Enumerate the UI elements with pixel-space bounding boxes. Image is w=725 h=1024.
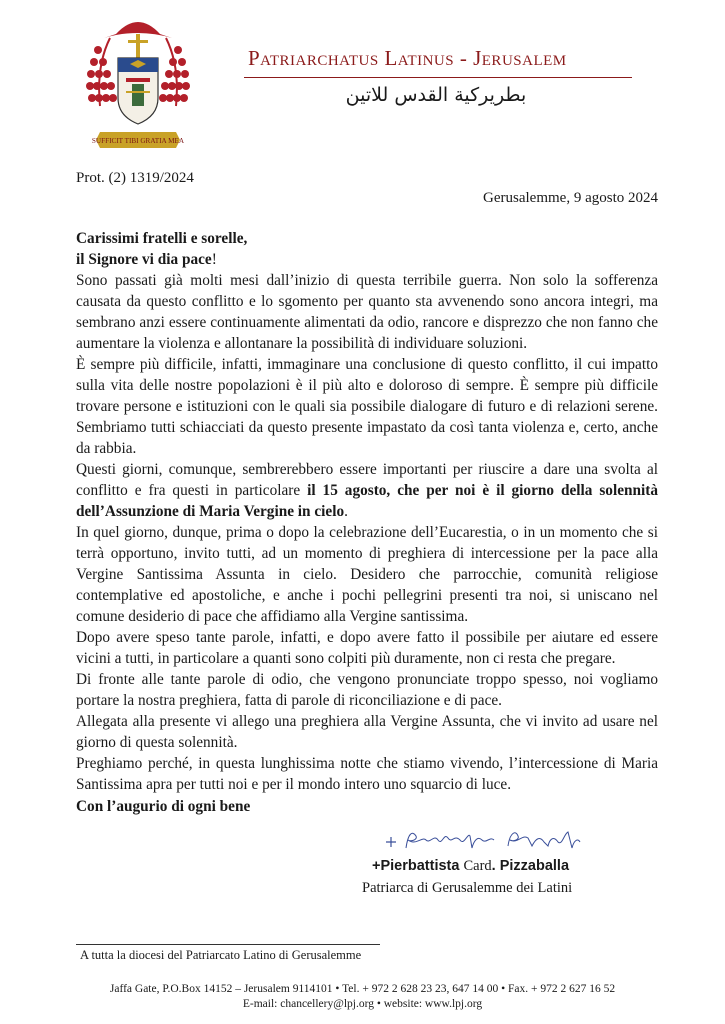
signer-rank: Card <box>463 858 492 874</box>
signer-last-name: . Pizzaballa <box>491 858 570 874</box>
footer-contact: E-mail: chancellery@lpj.org • website: www.lpj.org <box>242 998 483 1010</box>
salutation-punct: ! <box>211 251 217 268</box>
header-divider <box>244 77 632 78</box>
header-arabic-title: بطريركية القدس للاتين <box>345 84 527 106</box>
paragraph-5: Dopo avere speso tante parole, infatti, e dopo avere fatto il possibile per aiutare ed essere vicini a tutti, in particolare a quanti sono colpiti più duramente, non ci resta che pregare. <box>76 629 658 667</box>
paragraph-3 <box>76 459 658 522</box>
signer-name <box>372 858 569 875</box>
paragraph-3-end: . <box>344 503 348 520</box>
letter-body <box>76 228 658 795</box>
protocol-number: Prot. (2) 1319/2024 <box>76 170 194 186</box>
paragraph-3-emphasis: il 15 agosto, che per noi è il giorno della solennità dell’Assunzione di Maria Vergine in cielo <box>76 482 659 520</box>
motto-text: SUFFICIT TIBI GRATIA MEA <box>91 137 185 145</box>
paragraph-4: In quel giorno, dunque, prima o dopo la celebrazione dell’Eucarestia, o in un momento che si terrà opportuno, invito tutti, ad un momento di preghiera di intercessione per la pace alla Vergine Santissima Assunta in cielo. Desidero che parrocchie, comunità religiose contemplative ed apostoliche, e anche i pochi pellegrini presenti tra noi, si uniscano nel comune desiderio di pace che affidiamo alla Vergine santissima. <box>76 524 658 625</box>
paragraph-6: Di fronte alle tante parole di odio, che vengono pronunciate troppo spesso, noi vogliamo portare la nostra preghiera, fatta di parole di riconciliazione e di pace. <box>76 671 658 709</box>
footnote-recipient: A tutta la diocesi del Patriarcato Latino di Gerusalemme <box>80 948 362 962</box>
salutation-line-1: Carissimi fratelli e sorelle, <box>76 230 248 247</box>
paragraph-8: Preghiamo perché, in questa lunghissima notte che stiamo vivendo, l’intercessione di Maria Santissima apra per tutti noi e per il mondo intero uno squarcio di luce. <box>76 755 658 793</box>
paragraph-1: Sono passati già molti mesi dall’inizio di questa terribile guerra. Non solo la sofferenza causata da questo conflitto e lo sgomento per quanto sta avvenendo sono ancora integri, ma sembrano anzi essere continuamente alimentati da odio, rancore e disprezzo che non fanno che aumentare la violenza e allontanare la possibilità di individuare soluzioni. <box>76 272 658 352</box>
signer-title: Patriarca di Gerusalemme dei Latini <box>362 880 573 896</box>
footer-address: Jaffa Gate, P.O.Box 14152 – Jerusalem 9114101 • Tel. + 972 2 628 23 23, 647 14 00 • Fax. + 972 2 627 16 52 <box>109 983 616 995</box>
footnote-divider <box>76 944 380 945</box>
paragraph-7: Allegata alla presente vi allego una preghiera alla Vergine Assunta, che vi invito ad usare nel giorno di questa solennità. <box>76 713 658 751</box>
patriarchate-coat-of-arms <box>86 6 190 154</box>
header-title: Patriarchatus Latinus - Jerusalem <box>248 46 567 70</box>
salutation-greeting: il Signore vi dia pace <box>76 251 212 268</box>
signer-first-name: +Pierbattista <box>372 858 464 874</box>
dateline: Gerusalemme, 9 agosto 2024 <box>483 190 658 206</box>
handwritten-signature <box>382 826 582 854</box>
salutation-line-2 <box>76 249 658 270</box>
closing-greeting: Con l’augurio di ogni bene <box>76 798 251 815</box>
paragraph-3-start: Questi giorni, comunque, sembrerebbero essere importanti per riuscire a dare una svolta al conflitto e fra questi in particolare <box>76 461 658 499</box>
paragraph-2: È sempre più difficile, infatti, immaginare una conclusione di questo conflitto, il cui impatto sulla vita delle nostre popolazioni è il più alto e doloroso di sempre. È sempre più difficile trovare persone e istituzioni con le quali sia possibile dialogare di futuro e di relazioni serene. Sembriamo tutti schiacciati da questo presente impastato da così tanta violenza e, certo, anche da rabbia. <box>76 356 658 457</box>
